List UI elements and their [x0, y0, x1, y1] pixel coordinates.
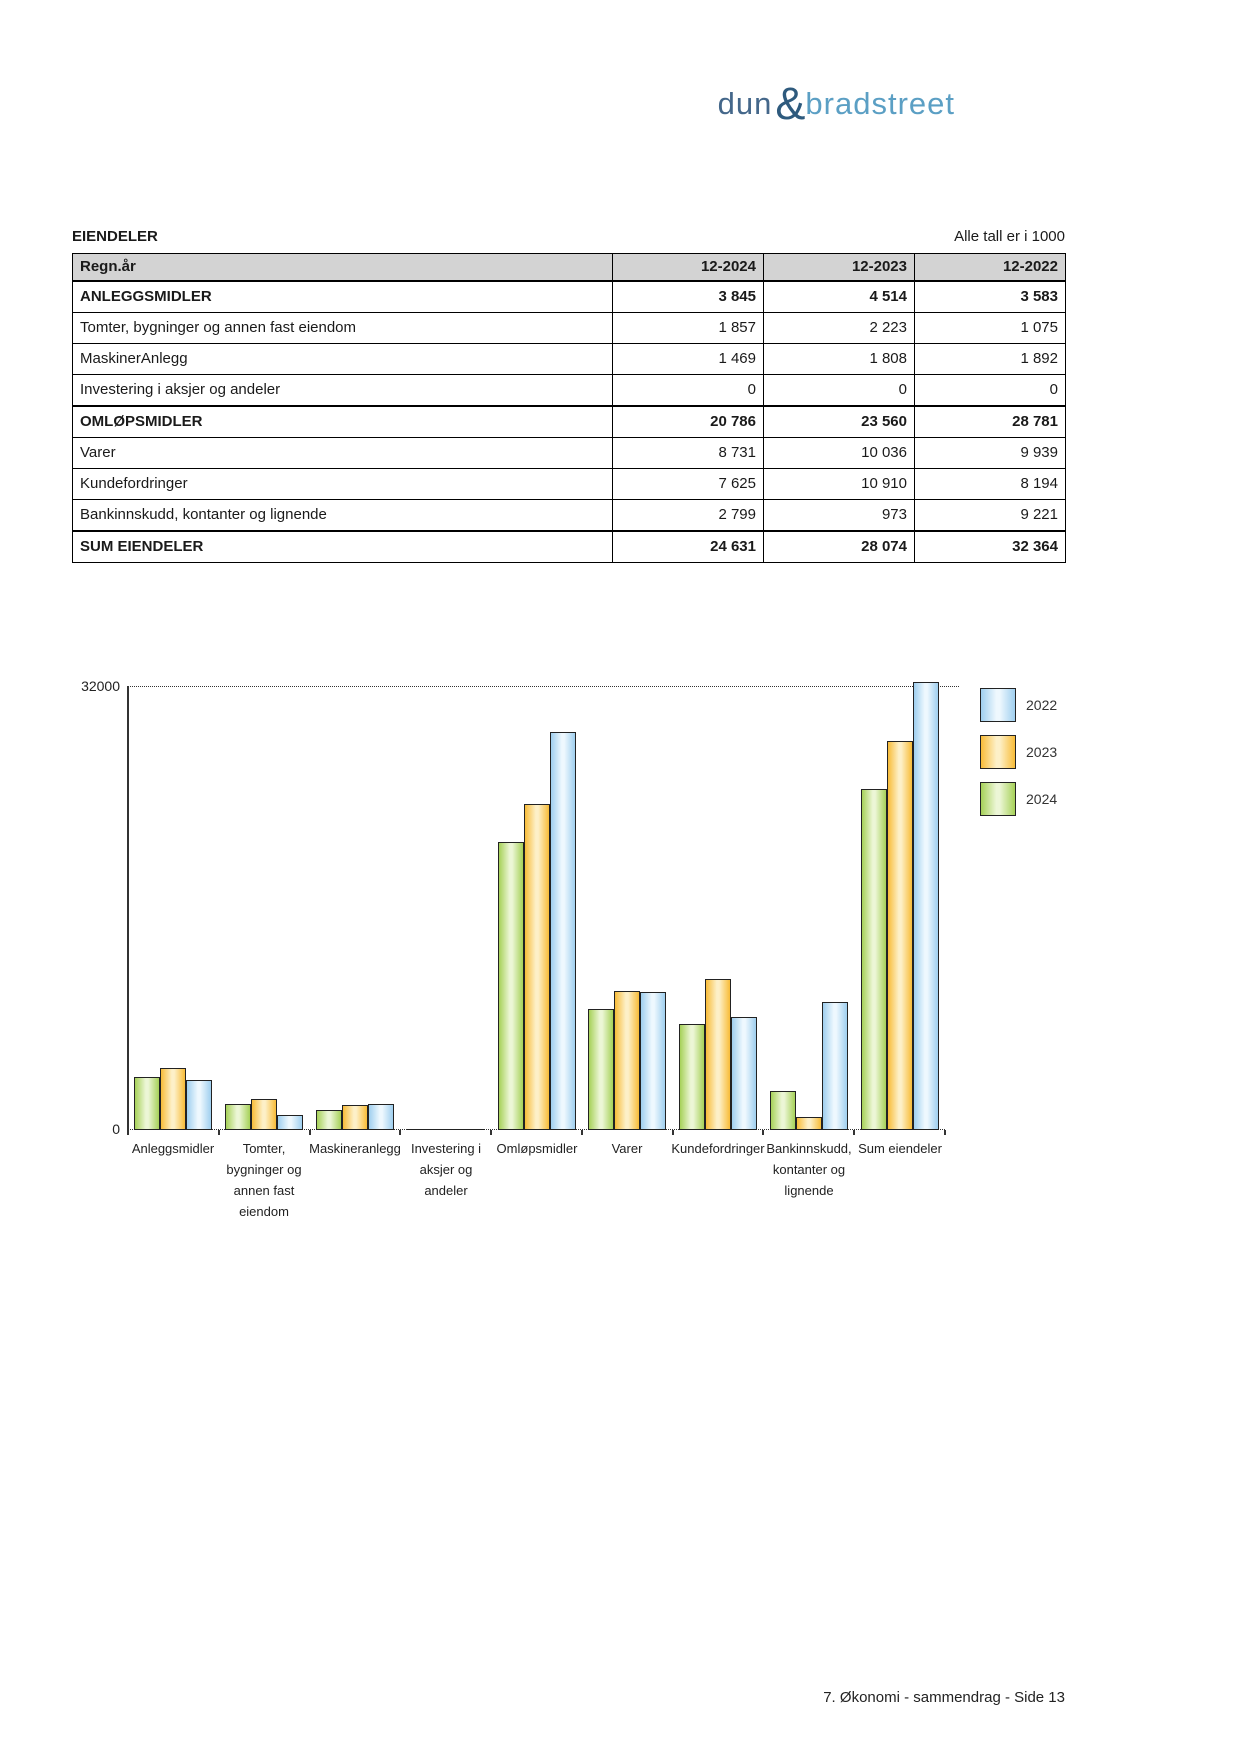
table-row — [73, 375, 1066, 407]
row-value-cell: 8 194 — [915, 469, 1066, 500]
bar-2024 — [861, 789, 887, 1130]
x-axis-tick — [399, 1130, 401, 1135]
column-header-label: Regn.år — [73, 254, 613, 282]
table-row — [73, 281, 1066, 313]
x-axis-tick — [944, 1130, 946, 1135]
gridline-32000 — [128, 686, 959, 687]
row-value-cell: 2 799 — [613, 500, 764, 532]
column-header-year: 12-2023 — [764, 254, 915, 282]
section-title: EIENDELER — [72, 228, 158, 245]
legend-label-2024: 2024 — [1026, 791, 1058, 807]
x-axis-tick — [127, 1130, 129, 1135]
row-value-cell: 0 — [915, 375, 1066, 407]
category-label — [293, 1138, 417, 1159]
assets-table — [72, 253, 1066, 563]
row-value-cell: 32 364 — [915, 531, 1066, 563]
row-value-cell: 9 221 — [915, 500, 1066, 532]
dun-bradstreet-logo — [717, 76, 955, 129]
table-row — [73, 344, 1066, 375]
row-value-cell: 10 036 — [764, 438, 915, 469]
bar-2022 — [822, 1002, 848, 1130]
page-footer: 7. Økonomi - sammendrag - Side 13 — [823, 1689, 1065, 1706]
category-label-line: Anleggsmidler — [131, 1141, 215, 1156]
category-label — [838, 1138, 962, 1159]
row-value-cell: 28 781 — [915, 406, 1066, 438]
category-label-line: Sum eiendeler — [858, 1141, 942, 1156]
bar-2023 — [160, 1068, 186, 1130]
row-label-cell: SUM EIENDELER — [73, 531, 613, 563]
category-label — [475, 1138, 599, 1159]
bar-zero-2022 — [459, 1129, 485, 1130]
bar-2022 — [277, 1115, 303, 1130]
row-value-cell: 3 583 — [915, 281, 1066, 313]
category-label — [384, 1138, 508, 1201]
x-axis-tick — [309, 1130, 311, 1135]
category-label — [111, 1138, 235, 1159]
category-label-line: andeler — [424, 1183, 468, 1198]
row-value-cell: 0 — [764, 375, 915, 407]
category-label-line: Tomter, — [242, 1141, 286, 1156]
row-value-cell: 7 625 — [613, 469, 764, 500]
bar-2022 — [550, 732, 576, 1130]
bar-2022 — [913, 682, 939, 1130]
table-row — [73, 469, 1066, 500]
category-label-line: aksjer og — [419, 1162, 473, 1177]
bar-2023 — [342, 1105, 368, 1130]
x-axis-tick — [581, 1130, 583, 1135]
bar-zero-2024 — [407, 1129, 433, 1130]
row-value-cell: 2 223 — [764, 313, 915, 344]
bar-2023 — [705, 979, 731, 1130]
bar-2023 — [614, 991, 640, 1130]
row-value-cell: 9 939 — [915, 438, 1066, 469]
row-value-cell: 1 857 — [613, 313, 764, 344]
legend-label-2023: 2023 — [1026, 744, 1058, 760]
y-axis-tick-label-max: 32000 — [81, 678, 120, 694]
category-label — [747, 1138, 871, 1201]
bar-2023 — [524, 804, 550, 1130]
x-axis-baseline — [128, 1129, 945, 1130]
row-label-cell: Tomter, bygninger og annen fast eiendom — [73, 313, 613, 344]
row-value-cell: 3 845 — [613, 281, 764, 313]
legend-swatch-2024 — [980, 782, 1016, 816]
bar-2022 — [640, 992, 666, 1130]
legend-label-2022: 2022 — [1026, 697, 1058, 713]
row-value-cell: 4 514 — [764, 281, 915, 313]
row-label-cell: Investering i aksjer og andeler — [73, 375, 613, 407]
category-label-line: bygninger og — [226, 1162, 302, 1177]
row-label-cell: OMLØPSMIDLER — [73, 406, 613, 438]
row-value-cell: 1 808 — [764, 344, 915, 375]
bar-2023 — [251, 1099, 277, 1130]
row-label-cell: Bankinnskudd, kontanter og lignende — [73, 500, 613, 532]
category-label-line: Maskineranlegg — [309, 1141, 401, 1156]
row-value-cell: 1 075 — [915, 313, 1066, 344]
assets-table-body — [73, 281, 1066, 563]
bar-2024 — [679, 1024, 705, 1130]
category-label — [202, 1138, 326, 1222]
x-axis-tick — [218, 1130, 220, 1135]
y-axis-tick-label-zero: 0 — [112, 1121, 120, 1137]
logo-ampersand-icon: & — [775, 78, 806, 129]
table-row — [73, 500, 1066, 532]
bar-2024 — [770, 1091, 796, 1130]
bar-2024 — [134, 1077, 160, 1130]
row-value-cell: 28 074 — [764, 531, 915, 563]
legend-swatch-2022 — [980, 688, 1016, 722]
bar-2022 — [731, 1017, 757, 1130]
x-axis-tick — [762, 1130, 764, 1135]
row-value-cell: 8 731 — [613, 438, 764, 469]
category-label-line: Varer — [611, 1141, 643, 1156]
row-label-cell: ANLEGGSMIDLER — [73, 281, 613, 313]
bar-2022 — [368, 1104, 394, 1130]
y-axis-line — [127, 686, 129, 1130]
row-value-cell: 1 469 — [613, 344, 764, 375]
column-header-year: 12-2024 — [613, 254, 764, 282]
bar-2024 — [588, 1009, 614, 1130]
category-label-line: Omløpsmidler — [496, 1141, 578, 1156]
logo-text-dun: dun — [717, 86, 773, 121]
column-header-year: 12-2022 — [915, 254, 1066, 282]
x-axis-tick — [853, 1130, 855, 1135]
row-value-cell: 23 560 — [764, 406, 915, 438]
category-label-line: Bankinnskudd, — [766, 1141, 852, 1156]
category-label-line: eiendom — [239, 1204, 289, 1219]
category-label-line: Kundefordringer — [671, 1141, 765, 1156]
category-label-line: annen fast — [233, 1183, 295, 1198]
table-row — [73, 313, 1066, 344]
x-axis-tick — [490, 1130, 492, 1135]
row-value-cell: 24 631 — [613, 531, 764, 563]
x-axis-tick — [672, 1130, 674, 1135]
table-row — [73, 406, 1066, 438]
row-value-cell: 20 786 — [613, 406, 764, 438]
logo-text-bradstreet: bradstreet — [805, 86, 955, 121]
bar-2024 — [316, 1110, 342, 1130]
category-label-line: Investering i — [410, 1141, 482, 1156]
row-value-cell: 0 — [613, 375, 764, 407]
legend-swatch-2023 — [980, 735, 1016, 769]
category-label-line: kontanter og — [772, 1162, 846, 1177]
row-label-cell: Kundefordringer — [73, 469, 613, 500]
category-label — [565, 1138, 689, 1159]
row-value-cell: 973 — [764, 500, 915, 532]
table-row — [73, 438, 1066, 469]
category-label — [656, 1138, 780, 1159]
bar-2024 — [498, 842, 524, 1130]
bar-2023 — [887, 741, 913, 1130]
assets-table-header — [73, 254, 1066, 282]
bar-2023 — [796, 1117, 822, 1130]
bar-2022 — [186, 1080, 212, 1130]
row-value-cell: 10 910 — [764, 469, 915, 500]
bar-zero-2023 — [433, 1129, 459, 1130]
table-header-row — [73, 254, 1066, 282]
units-note: Alle tall er i 1000 — [954, 228, 1065, 245]
row-label-cell: MaskinerAnlegg — [73, 344, 613, 375]
category-label-line: lignende — [784, 1183, 834, 1198]
bar-2024 — [225, 1104, 251, 1130]
row-value-cell: 1 892 — [915, 344, 1066, 375]
table-row — [73, 531, 1066, 563]
row-label-cell: Varer — [73, 438, 613, 469]
